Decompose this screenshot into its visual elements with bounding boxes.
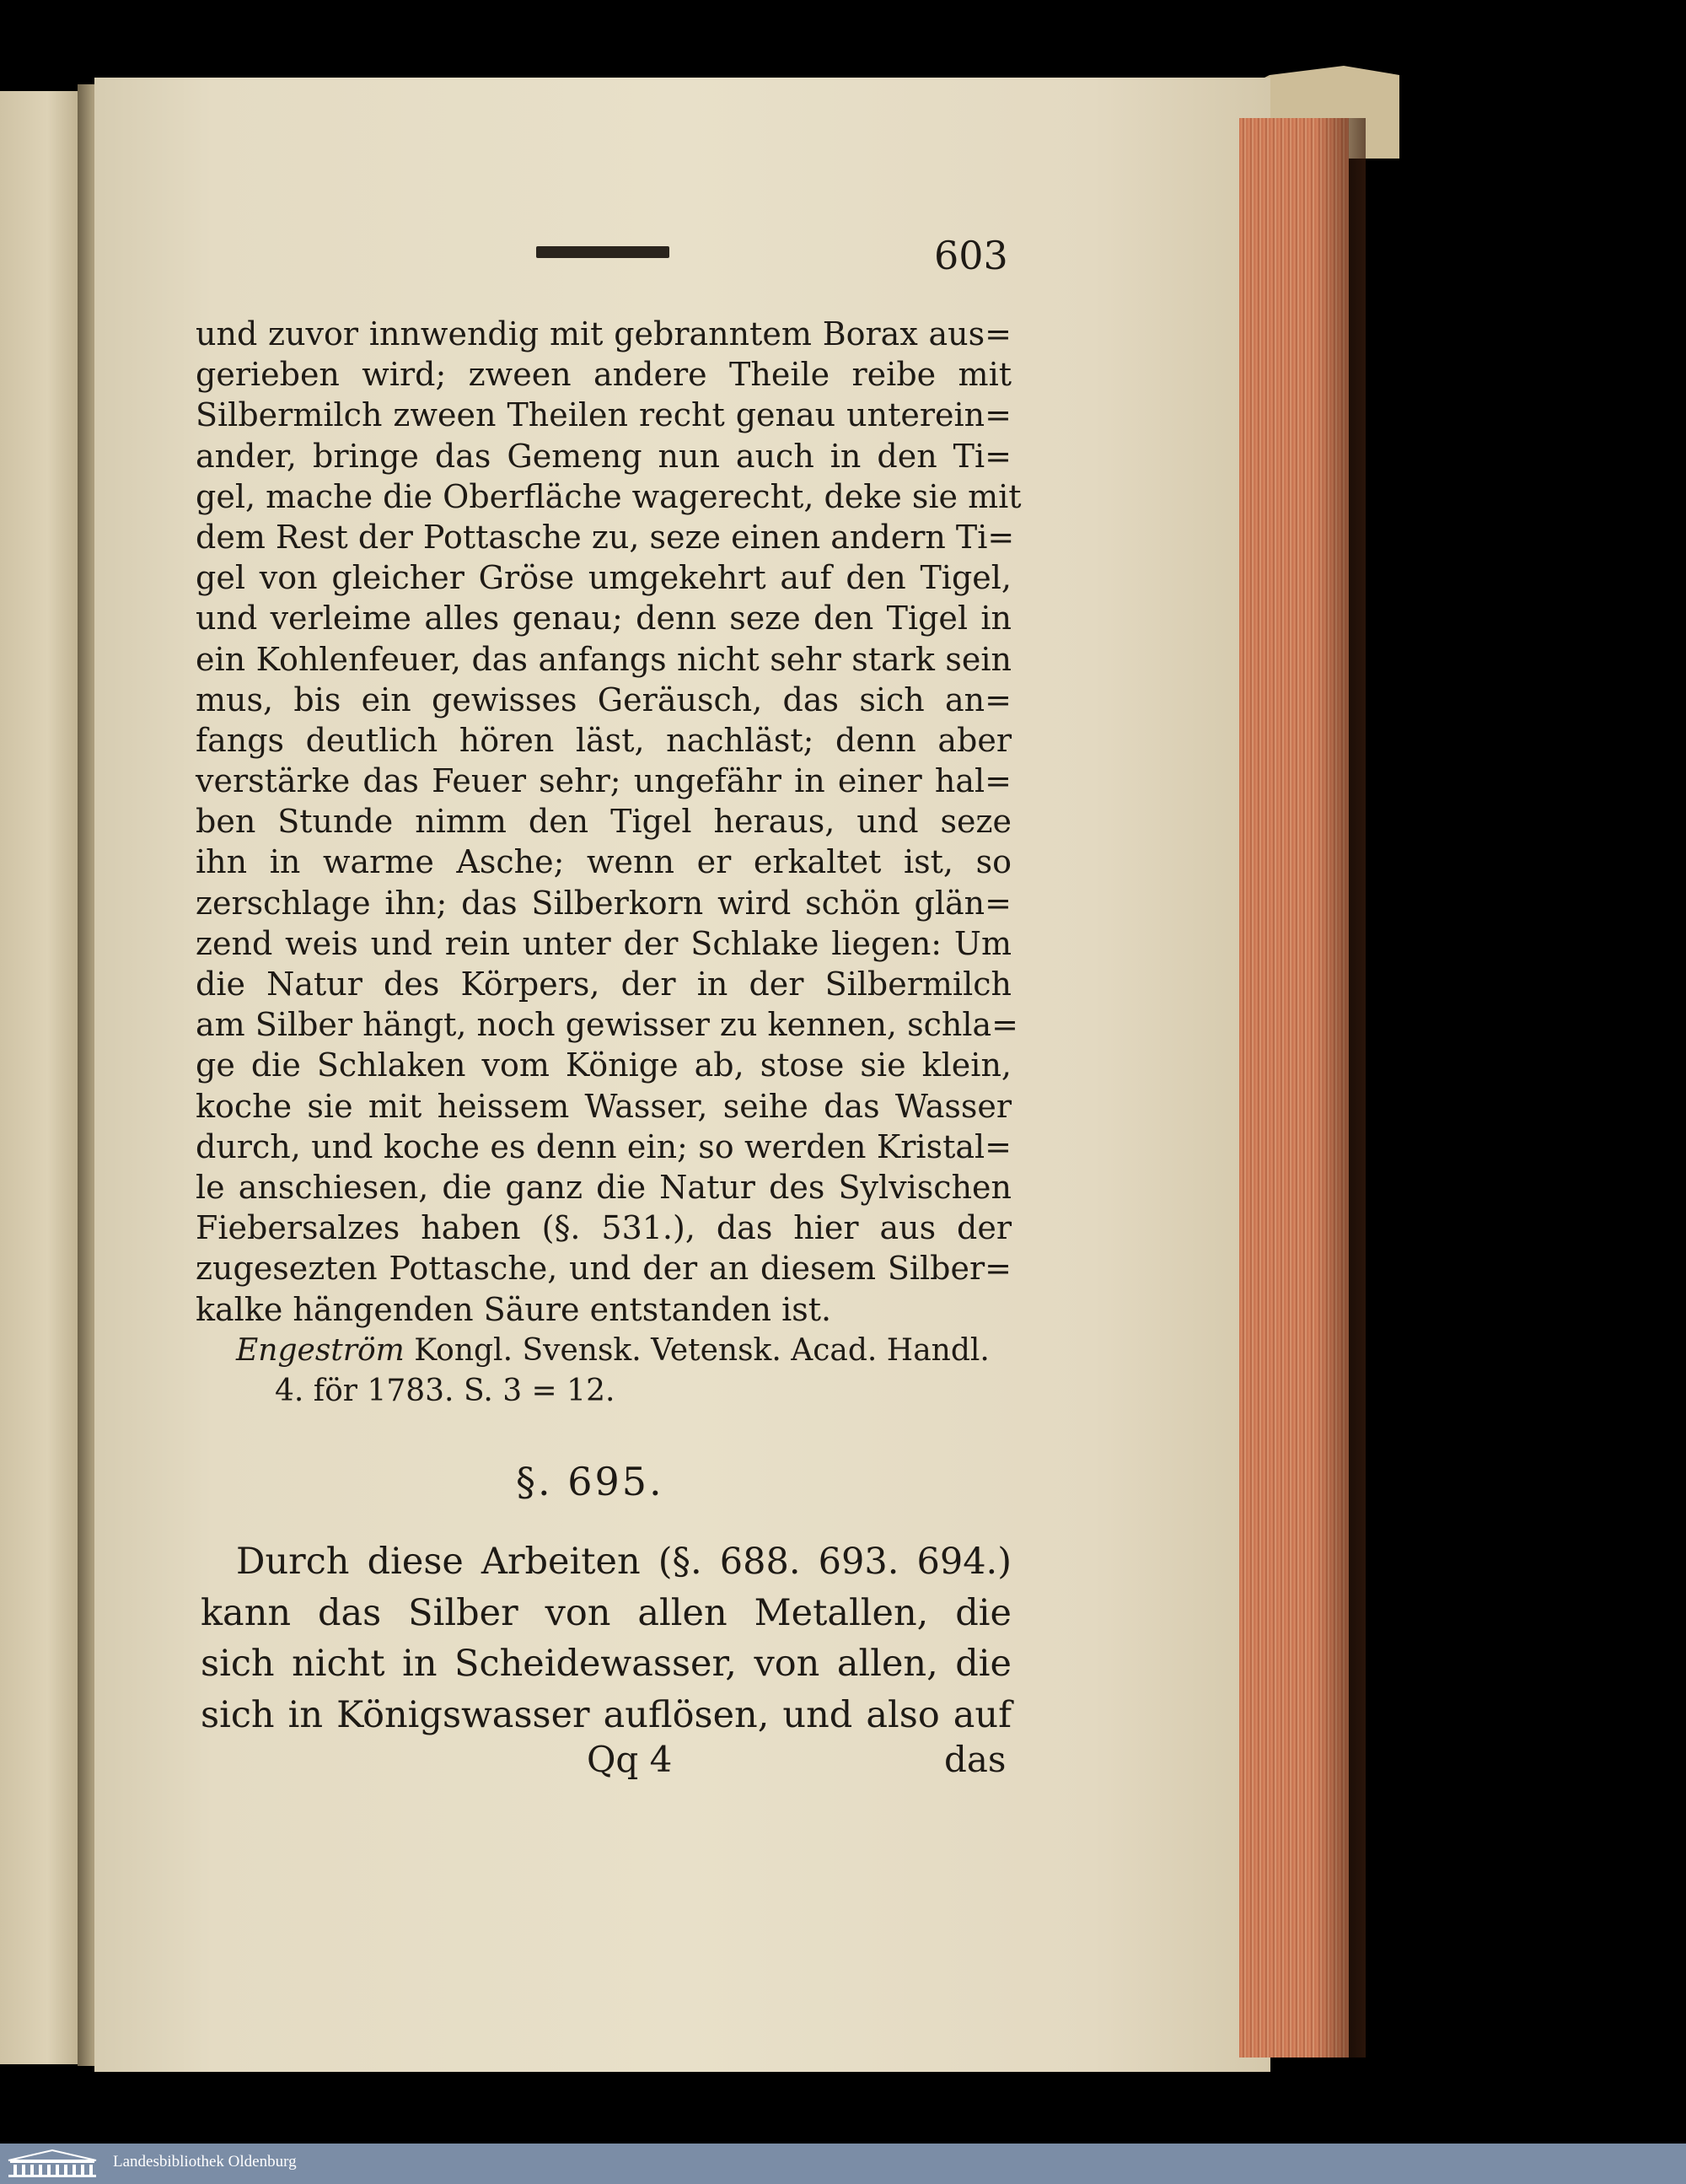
text-line: sich nicht in Scheidewasser, von allen, die <box>201 1643 1012 1685</box>
text-line: zugesezten Pottasche, und der an diesem Silber= <box>196 1250 1012 1288</box>
text-line: Durch diese Arbeiten (§. 688. 693. 694.) <box>236 1541 1012 1583</box>
text-line: fangs deutlich hören läst, nachläst; denn aber <box>196 721 1012 759</box>
text-line: ben Stunde nimm den Tigel heraus, und seze <box>196 803 1012 841</box>
text-line: und zuvor innwendig mit gebranntem Borax aus= <box>196 315 1012 352</box>
text-line: mus, bis ein gewisses Geräusch, das sich an= <box>196 680 1012 718</box>
library-name: Landesbibliothek Oldenburg <box>113 2153 297 2171</box>
text-line: koche sie mit heissem Wasser, seihe das Wasser <box>196 1087 1012 1125</box>
text-line: durch, und koche es denn ein; so werden Kristal= <box>196 1127 1012 1165</box>
text-line: ihn in warme Asche; wenn er erkaltet ist, so <box>196 843 1012 881</box>
text-line: sich in Königswasser auflösen, und also auf <box>201 1693 1012 1736</box>
header-rule-ornament <box>536 246 669 258</box>
page-number: 603 <box>934 233 1008 278</box>
text-line: zend weis und rein unter der Schlake liegen: Um <box>196 924 1012 962</box>
body-text <box>196 314 1022 1330</box>
reference-journal: Kongl. Svensk. Vetensk. Acad. Handl. <box>404 1333 990 1368</box>
text-line: Fiebersalzes haben (§. 531.), das hier aus der <box>196 1209 1012 1247</box>
text-line: ein Kohlenfeuer, das anfangs nicht sehr stark sein <box>196 640 1012 678</box>
reference-line-1 <box>236 1331 1012 1371</box>
text-line: ander, bringe das Gemeng nun auch in den Ti= <box>196 437 1012 475</box>
section-text <box>201 1536 1012 1740</box>
text-line: gel, mache die Oberfläche wagerecht, deke sie mit <box>196 477 1022 515</box>
bibliographic-reference <box>236 1331 1012 1412</box>
text-line: gel von gleicher Gröse umgekehrt auf den Tigel, <box>196 559 1012 597</box>
text-line: zerschlage ihn; das Silberkorn wird schön glän= <box>196 884 1012 922</box>
text-line: die Natur des Körpers, der in der Silbermilch <box>196 966 1012 1003</box>
text-line: und verleime alles genau; denn seze den Tigel in <box>196 600 1012 637</box>
reference-author: Engeström <box>236 1333 405 1368</box>
text-line: le anschiesen, die ganz die Natur des Sylvischen <box>196 1168 1012 1206</box>
text-line: verstärke das Feuer sehr; ungefähr in einer hal= <box>196 762 1012 800</box>
catchword: das <box>944 1739 1007 1780</box>
library-building-icon <box>5 2149 99 2179</box>
text-line: gerieben wird; zween andere Theile reibe mit <box>196 356 1012 394</box>
reference-line-2: 4. för 1783. S. 3 = 12. <box>275 1374 615 1408</box>
text-line: kann das Silber von allen Metallen, die <box>201 1591 1012 1634</box>
text-line: Silbermilch zween Theilen recht genau unterein= <box>196 396 1012 434</box>
text-line: dem Rest der Pottasche zu, seze einen andern Ti= <box>196 518 1015 556</box>
signature-mark: Qq 4 <box>587 1739 673 1780</box>
text-line: kalke hängenden Säure entstanden ist. <box>196 1290 832 1328</box>
text-line: ge die Schlaken vom Könige ab, stose sie klein, <box>196 1046 1012 1084</box>
fore-edge-shadow <box>1315 118 1366 2058</box>
text-line: am Silber hängt, noch gewisser zu kennen, schla= <box>196 1006 1018 1044</box>
section-heading: §. 695. <box>516 1459 664 1504</box>
previous-page-edge <box>0 91 86 2064</box>
